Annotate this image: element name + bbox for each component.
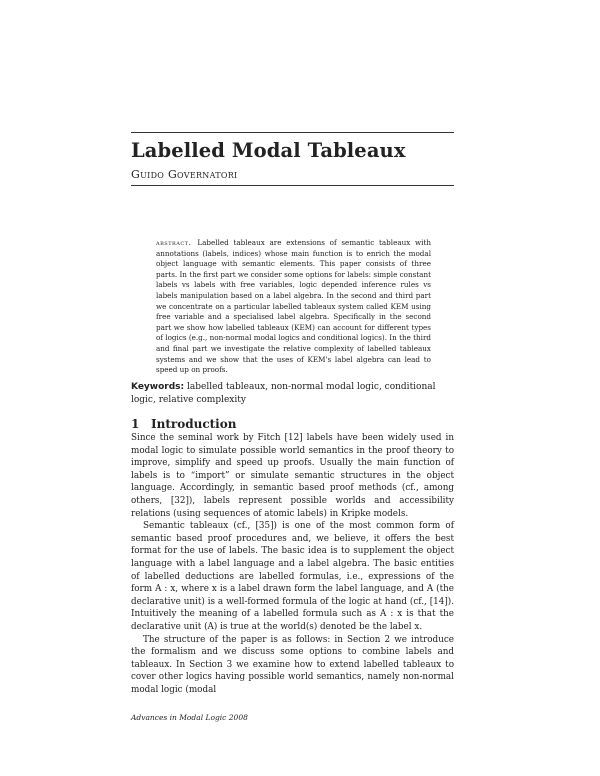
body-text	[131, 432, 454, 696]
abstract	[156, 238, 431, 376]
footer-journal: Advances in Modal Logic 2008	[131, 713, 248, 722]
author-name: Guido Governatori	[131, 168, 238, 181]
section-heading	[131, 417, 236, 431]
section-title: Introduction	[151, 417, 237, 431]
bottom-rule	[131, 185, 454, 186]
paragraph: The structure of the paper is as follows: in Section 2 we introduce the formalism and we discuss some options to combine labels and tableaux. In Section 3 we examine how to extend labelled tableaux to cover other logics having possible world semantics, namely non-normal modal logic (modal	[131, 634, 454, 695]
section-number: 1	[131, 417, 140, 431]
paper-title: Labelled Modal Tableaux	[131, 139, 406, 162]
abstract-text: Labelled tableaux are extensions of semantic tableaux with annotations (labels, indices) whose main function is to enrich the modal object language with semantic elements. This paper consists of three parts. In the first part we consider some options for labels: simple constant labels vs labels with free variables, logic depended inference rules vs labels manipulation based on a label algebra. In the second and third part we concentrate on a particular labelled tableaux system called KEM using free variable and a specialised label algebra. Specifically in the second part we show how labelled tableaux (KEM) can account for different types of logics (e.g., non-normal modal logics and conditional logics). In the third and final part we investigate the relative complexity of labelled tableaux systems and we show that the uses of KEM's label algebra can lead to speed up on proofs.	[156, 238, 431, 375]
keywords	[131, 381, 454, 406]
paragraph: Since the seminal work by Fitch [12] labels have been widely used in modal logic to simulate possible world semantics in the proof theory to improve, simplify and speed up proofs. Usually the main function of labels is to “import” or simulate semantic structures in the object language. Accordingly, in semantic based proof methods (cf., among others, [32]), labels represent possible worlds and accessibility relations (using sequences of atomic labels) in Kripke models.	[131, 433, 454, 519]
paragraph: Semantic tableaux (cf., [35]) is one of the most common form of semantic based proof procedures and, we believe, it offers the best format for the use of labels. The basic idea is to supplement the object language with a label language and a label algebra. The basic entities of labelled deductions are labelled formulas, i.e., expressions of the form A : x, where x is a label drawn form the label language, and A (the declarative unit) is a well-formed formula of the logic at hand (cf., [14]). Intuitively the meaning of a labelled formula such as A : x is that the declarative unit (A) is true at the world(s) denoted be the label x.	[131, 521, 454, 632]
keywords-label: Keywords:	[131, 382, 185, 392]
top-rule	[131, 132, 454, 133]
keywords-text: labelled tableaux, non-normal modal logic, conditional logic, relative complexity	[131, 382, 436, 405]
abstract-label: abstract.	[156, 238, 192, 247]
